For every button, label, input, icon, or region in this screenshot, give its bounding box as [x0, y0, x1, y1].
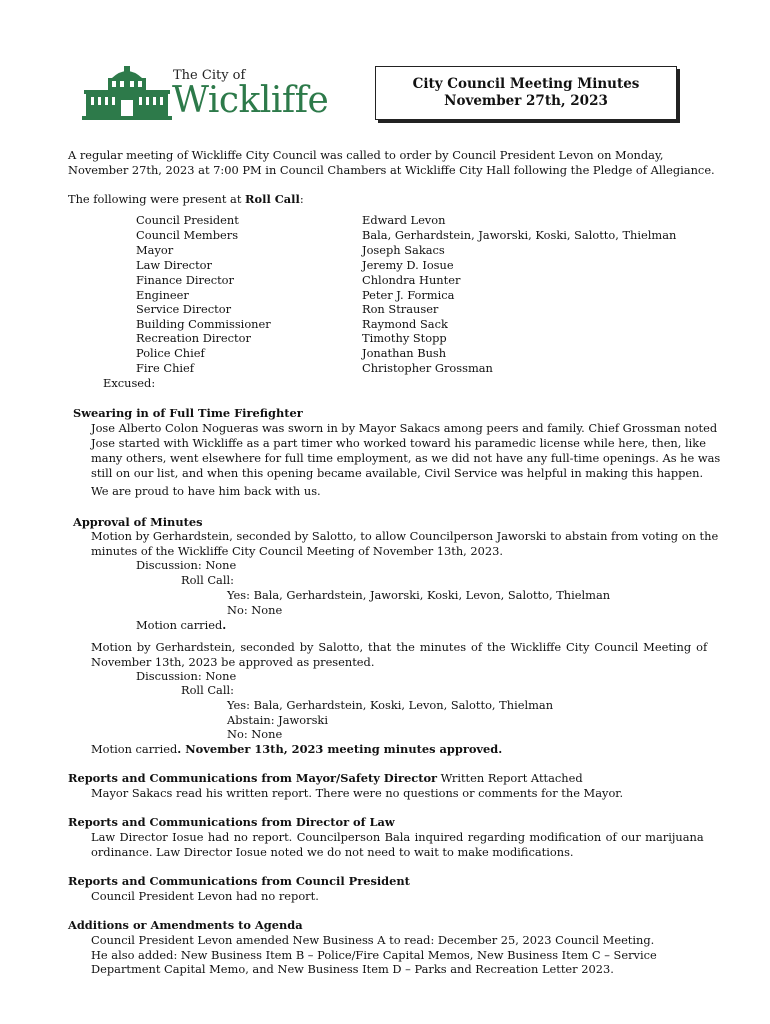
intro-line-2: November 27th, 2023 at 7:00 PM in Council Chambers at Wickliffe City Hall following the Pledge of Allegiance.	[68, 163, 715, 177]
title-box	[375, 66, 677, 120]
roll-name: Jonathan Bush	[362, 346, 447, 360]
roll-name: Joseph Sakacs	[362, 243, 445, 257]
roll-name: Jeremy D. Iosue	[362, 258, 454, 272]
roll-name: Christopher Grossman	[362, 361, 493, 375]
roll-name: Bala, Gerhardstein, Jaworski, Koski, Salotto, Thielman	[362, 228, 677, 242]
document-date: November 27th, 2023	[444, 93, 608, 109]
motion2-carried-text: Motion carried	[91, 742, 178, 756]
roll-role: Engineer	[136, 288, 189, 302]
motion1-carried-dot: .	[222, 618, 227, 632]
motion2-yes: Yes: Bala, Gerhardstein, Koski, Levon, Salotto, Thielman	[227, 698, 554, 712]
document-title: City Council Meeting Minutes	[412, 76, 640, 92]
swearing-heading: Swearing in of Full Time Firefighter	[73, 406, 303, 420]
roll-name: Edward Levon	[362, 213, 446, 227]
motion2-rollcall: Roll Call:	[181, 683, 234, 697]
motion1-no: No: None	[227, 603, 283, 617]
roll-name: Ron Strauser	[362, 302, 439, 316]
roll-name: Chlondra Hunter	[362, 273, 461, 287]
rollcall-colon: :	[299, 192, 304, 206]
swearing-line: still on our list, and when this opening became available, Civil Service was helpful in making this happen.	[91, 466, 704, 480]
roll-role: Police Chief	[136, 346, 205, 360]
city-hall-building-icon	[82, 64, 172, 122]
roll-name: Peter J. Formica	[362, 288, 455, 302]
logo-tagline: The City of	[173, 68, 246, 83]
law-report-line-1: Law Director Iosue had no report. Councilperson Bala inquired regarding modification of our marijuana	[91, 830, 704, 844]
roll-role: Recreation Director	[136, 331, 251, 345]
motion1-discussion: Discussion: None	[136, 558, 237, 572]
swearing-line: Jose started with Wickliffe as a part timer who worked toward his paramedic license while here, then, like	[91, 436, 706, 450]
motion2-discussion: Discussion: None	[136, 669, 237, 683]
roll-role: Law Director	[136, 258, 212, 272]
additions-line-1: Council President Levon amended New Business A to read: December 25, 2023 Council Meeting.	[91, 933, 655, 947]
roll-role: Building Commissioner	[136, 317, 271, 331]
intro-line-1: A regular meeting of Wickliffe City Council was called to order by Council President Levon on Monday,	[68, 148, 664, 162]
additions-line-2: He also added: New Business Item B – Police/Fire Capital Memos, New Business Item C – Service	[91, 948, 657, 962]
motion2-abstain: Abstain: Jaworski	[227, 713, 328, 727]
motion1-line-1: Motion by Gerhardstein, seconded by Salotto, to allow Councilperson Jaworski to abstain from voting on the	[91, 529, 719, 543]
logo-wordmark: Wickliffe	[172, 80, 329, 121]
mayor-report-note: Written Report Attached	[437, 771, 583, 785]
rollcall-intro-text: The following were present at	[68, 192, 246, 206]
swearing-line: many others, went elsewhere for full time employment, as we did not have any full-time openings. As he was	[91, 451, 721, 465]
swearing-line: Jose Alberto Colon Nogueras was sworn in by Mayor Sakacs among peers and family. Chief Grossman noted	[91, 421, 718, 435]
roll-name: Timothy Stopp	[362, 331, 447, 345]
motion1-line-2: minutes of the Wickliffe City Council Meeting of November 13th, 2023.	[91, 544, 504, 558]
roll-role: Mayor	[136, 243, 174, 257]
motion2-line-1: Motion by Gerhardstein, seconded by Salotto, that the minutes of the Wickliffe City Council Meeting of	[91, 640, 708, 654]
additions-line-3: Department Capital Memo, and New Business Item D – Parks and Recreation Letter 2023.	[91, 962, 614, 976]
roll-role: Council President	[136, 213, 239, 227]
roll-role: Council Members	[136, 228, 239, 242]
mayor-report-heading: Reports and Communications from Mayor/Safety Director	[68, 771, 438, 785]
roll-name: Raymond Sack	[362, 317, 448, 331]
president-report-line: Council President Levon had no report.	[91, 889, 319, 903]
excused-label: Excused:	[103, 376, 156, 390]
motion2-line-2: November 13th, 2023 be approved as presented.	[91, 655, 375, 669]
approval-heading: Approval of Minutes	[73, 515, 203, 529]
swearing-line: We are proud to have him back with us.	[91, 484, 321, 498]
motion1-rollcall: Roll Call:	[181, 573, 234, 587]
motion1-carried	[136, 618, 226, 633]
motion2-carried	[91, 742, 502, 757]
motion1-carried-text: Motion carried	[136, 618, 223, 632]
motion2-no: No: None	[227, 727, 283, 741]
mayor-report-line: Mayor Sakacs read his written report. There were no questions or comments for the Mayor.	[91, 786, 624, 800]
roll-role: Fire Chief	[136, 361, 195, 375]
president-report-heading: Reports and Communications from Council President	[68, 874, 410, 888]
mayor-report-heading-row	[68, 771, 583, 786]
additions-heading: Additions or Amendments to Agenda	[68, 918, 303, 932]
rollcall-label: Roll Call	[245, 192, 300, 206]
roll-role: Service Director	[136, 302, 232, 316]
motion2-result: . November 13th, 2023 meeting minutes approved.	[177, 742, 503, 756]
motion1-yes: Yes: Bala, Gerhardstein, Jaworski, Koski, Levon, Salotto, Thielman	[227, 588, 611, 602]
rollcall-intro	[68, 192, 304, 207]
law-report-heading: Reports and Communications from Director of Law	[68, 815, 395, 829]
roll-role: Finance Director	[136, 273, 234, 287]
law-report-line-2: ordinance. Law Director Iosue noted we do not need to wait to make modifications.	[91, 845, 574, 859]
